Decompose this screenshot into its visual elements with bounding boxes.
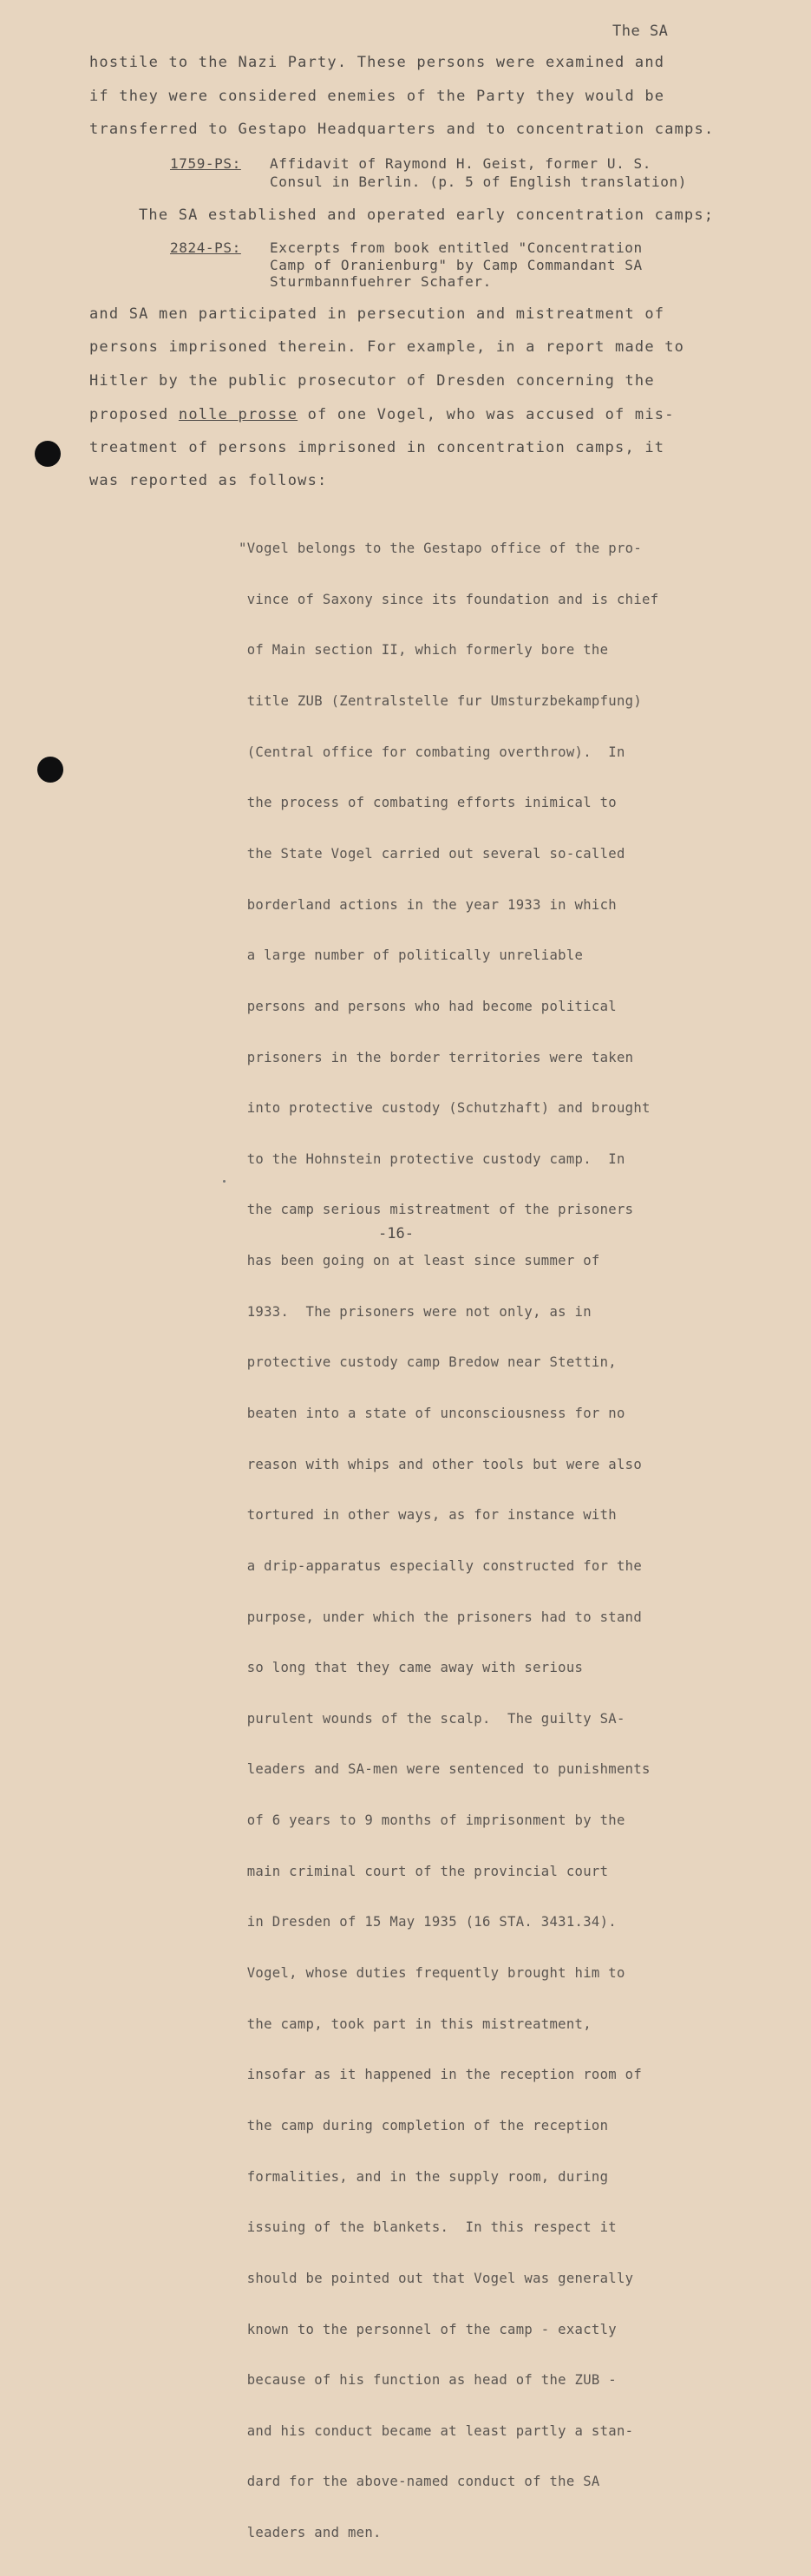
quote-line: the camp during completion of the reception	[239, 2117, 609, 2134]
quote-line: leaders and men.	[239, 2525, 382, 2541]
paragraph1-line3: transferred to Gestapo Headquarters and to concentration camps.	[89, 121, 715, 138]
quote-line: persons and persons who had become political	[239, 998, 617, 1014]
quote-line: formalities, and in the supply room, during	[239, 2168, 609, 2185]
quote-line: has been going on at least since summer of	[239, 1253, 600, 1269]
paragraph3-line1: and SA men participated in persecution and mistreatment of	[89, 305, 665, 323]
block-quote	[239, 507, 750, 2576]
paragraph3-line3: Hitler by the public prosecutor of Dresden concerning the	[89, 372, 655, 390]
quote-line: title ZUB (Zentralstelle fur Umsturzbekampfung)	[239, 693, 643, 710]
quote-line: known to the personnel of the camp - exactly	[239, 2321, 617, 2337]
citation2-ref	[170, 239, 241, 256]
page-number: -16-	[378, 1225, 414, 1242]
quote-line: so long that they came away with serious	[239, 1660, 584, 1676]
quote-line: Vogel, whose duties frequently brought him to	[239, 1965, 625, 1982]
paragraph3-line6: was reported as follows:	[89, 472, 328, 489]
quote-line: borderland actions in the year 1933 in which	[239, 896, 617, 913]
paragraph3-line4	[89, 406, 675, 423]
quote-line: protective custody camp Bredow near Stettin,	[239, 1354, 617, 1371]
quote-line: of 6 years to 9 months of imprisonment by the	[239, 1812, 625, 1829]
quote-line: should be pointed out that Vogel was generally	[239, 2270, 634, 2286]
nolle-prosse-term: nolle prosse	[178, 406, 298, 423]
citation1-ref-text: 1759-PS:	[170, 155, 241, 172]
quote-line: and his conduct became at least partly a stan-	[239, 2422, 634, 2439]
paragraph3-line4-after: of one Vogel, who was accused of mis-	[298, 406, 675, 423]
quote-line: issuing of the blankets. In this respect it	[239, 2219, 617, 2236]
quote-line: to the Hohnstein protective custody camp. In	[239, 1150, 625, 1167]
binder-hole-top	[35, 441, 61, 467]
quote-line: dard for the above-named conduct of the SA	[239, 2474, 600, 2490]
stray-mark	[223, 1180, 226, 1183]
quote-line: prisoners in the border territories were taken	[239, 1049, 634, 1065]
citation1-line1: Affidavit of Raymond H. Geist, former U. S.	[270, 155, 652, 172]
citation2-ref-text: 2824-PS:	[170, 239, 241, 256]
quote-line: the State Vogel carried out several so-called	[239, 845, 625, 862]
quote-line: into protective custody (Schutzhaft) and brought	[239, 1100, 651, 1117]
quote-line: a drip-apparatus especially constructed for the	[239, 1557, 643, 1574]
quote-line: tortured in other ways, as for instance with	[239, 1507, 617, 1524]
running-header: The SA	[612, 23, 669, 40]
citation2-line1: Excerpts from book entitled "Concentration	[270, 239, 643, 256]
quote-line: (Central office for combating overthrow). In	[239, 744, 625, 760]
quote-line: "Vogel belongs to the Gestapo office of the pro-	[239, 541, 643, 557]
quote-line: because of his function as head of the ZUB -	[239, 2372, 617, 2389]
paragraph3-line4-before: proposed	[89, 406, 179, 423]
quote-line: purpose, under which the prisoners had to stand	[239, 1609, 643, 1625]
paragraph3-line2: persons imprisoned therein. For example, in a report made to	[89, 338, 685, 356]
paragraph2: The SA established and operated early concentration camps;	[139, 206, 715, 224]
paragraph1-line1: hostile to the Nazi Party. These persons were examined and	[89, 54, 665, 71]
quote-line: insofar as it happened in the reception room of	[239, 2067, 643, 2083]
quote-line: beaten into a state of unconsciousness for no	[239, 1405, 625, 1421]
citation1-line2: Consul in Berlin. (p. 5 of English translation)	[270, 174, 687, 190]
quote-line: the camp, took part in this mistreatment,	[239, 2016, 592, 2032]
quote-line: in Dresden of 15 May 1935 (16 STA. 3431.34).	[239, 1914, 617, 1930]
quote-line: the camp serious mistreatment of the prisoners	[239, 1202, 634, 1218]
citation2-line3: Sturmbannfuehrer Schafer.	[270, 273, 492, 290]
paragraph1-line2: if they were considered enemies of the Party they would be	[89, 88, 665, 105]
paragraph3-line5: treatment of persons imprisoned in concentration camps, it	[89, 439, 665, 456]
quote-line: of Main section II, which formerly bore the	[239, 642, 609, 659]
quote-line: reason with whips and other tools but were also	[239, 1456, 643, 1472]
quote-line: the process of combating efforts inimical to	[239, 795, 617, 811]
binder-hole-bottom	[37, 757, 63, 783]
quote-line: leaders and SA-men were sentenced to punishments	[239, 1761, 651, 1778]
quote-line: purulent wounds of the scalp. The guilty SA-	[239, 1710, 625, 1727]
citation2-line2: Camp of Oranienburg" by Camp Commandant SA	[270, 257, 643, 273]
citation1-ref	[170, 155, 241, 172]
quote-line: 1933. The prisoners were not only, as in	[239, 1303, 592, 1320]
quote-line: vince of Saxony since its foundation and is chief	[239, 591, 659, 607]
quote-line: a large number of politically unreliable	[239, 947, 584, 964]
quote-line: main criminal court of the provincial court	[239, 1863, 609, 1879]
